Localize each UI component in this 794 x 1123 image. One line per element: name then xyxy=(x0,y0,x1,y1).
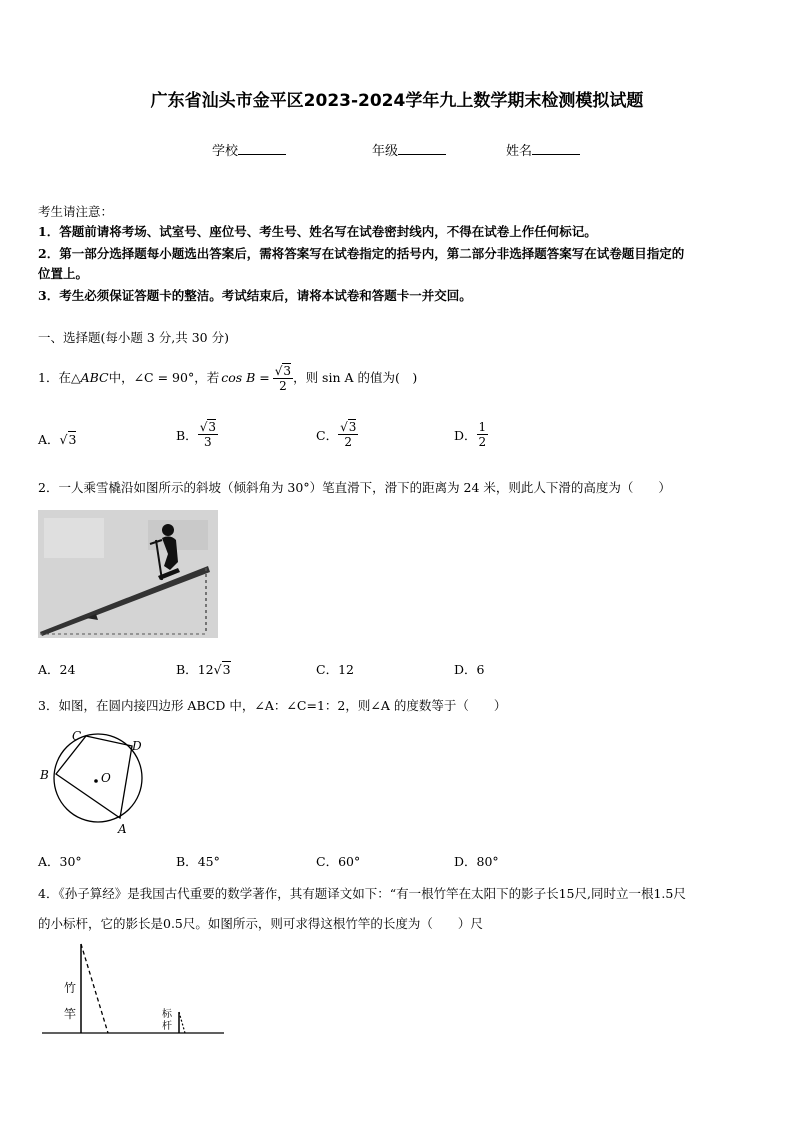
option-denominator: 3 xyxy=(204,435,212,449)
option-value: 30° xyxy=(59,854,82,869)
q1-fraction: $\frac{√3}{2}$ xyxy=(274,363,292,393)
q1-option-a[interactable]: A． √3 xyxy=(38,431,77,447)
section-heading: 一、选择题(每小题 3 分,共 30 分) xyxy=(38,330,229,345)
option-label: D． xyxy=(454,427,477,443)
bamboo-label-2: 竿 xyxy=(64,1007,77,1021)
label-d: D xyxy=(132,739,142,753)
q2-option-c[interactable] xyxy=(316,660,354,678)
grade-field xyxy=(372,140,446,159)
option-numerator: 3 xyxy=(348,420,357,434)
option-label: A． xyxy=(38,854,60,869)
option-value: 24 xyxy=(59,662,76,677)
question-1 xyxy=(38,358,417,398)
q1-prefix: 1．在 xyxy=(38,370,71,385)
option-numerator: 1 xyxy=(478,420,487,434)
option-label: D． xyxy=(454,854,477,869)
q1-option-d[interactable] xyxy=(454,420,488,449)
inscribed-quadrilateral-diagram xyxy=(36,726,146,838)
option-denominator: 2 xyxy=(344,435,353,449)
skier-slope-image xyxy=(38,510,218,638)
q2-option-a[interactable] xyxy=(38,660,75,678)
q1-triangle: △ABC xyxy=(70,370,109,385)
question-4-line-2: 的小标杆，它的影长是0.5尺。如图所示，则可求得这根竹竿的长度为（ ）尺 xyxy=(38,916,483,931)
option-numerator: 3 xyxy=(208,420,216,434)
name-label: 姓名 xyxy=(506,144,533,159)
pole-label-2: 杆 xyxy=(162,1021,172,1032)
question-3: 3．如图，在圆内接四边形 ABCD 中，∠A：∠C=1：2，则∠A 的度数等于（ ） xyxy=(38,698,507,713)
option-radicand: 3 xyxy=(222,662,231,677)
label-c: C xyxy=(72,729,82,743)
question-2: 2．一人乘雪橇沿如图所示的斜坡（倾斜角为 30°）笔直滑下，滑下的距离为 24 米，则此人下滑的高度为（ ） xyxy=(38,480,671,495)
name-blank[interactable] xyxy=(532,142,580,155)
option-label: B． xyxy=(176,662,198,677)
q3-option-d[interactable] xyxy=(454,852,499,870)
option-label: B． xyxy=(176,854,198,869)
label-b: B xyxy=(40,768,49,782)
option-label: B． xyxy=(176,427,198,443)
label-a: A xyxy=(118,822,127,836)
school-label: 学校 xyxy=(212,144,239,159)
option-value: 60° xyxy=(338,854,361,869)
grade-label: 年级 xyxy=(372,144,399,159)
option-label: C． xyxy=(316,427,339,443)
notice-item-2-cont: 位置上。 xyxy=(38,266,89,281)
option-label: D． xyxy=(454,662,477,677)
notice-heading: 考生请注意： xyxy=(38,204,114,219)
q1-option-c[interactable]: C． $\frac{√3}{2}$ xyxy=(316,420,357,449)
school-blank[interactable] xyxy=(238,142,286,155)
option-value: 45° xyxy=(197,854,220,869)
option-radicand: 3 xyxy=(68,431,77,447)
option-value: 12 xyxy=(338,662,354,677)
q3-option-a[interactable] xyxy=(38,852,82,870)
grade-blank[interactable] xyxy=(398,142,446,155)
q1-frac-num: 3 xyxy=(283,363,292,378)
q1-suffix: ，则 sin A 的值为( ) xyxy=(293,370,418,385)
notice-item-2: 2．第一部分选择题每小题选出答案后，需将答案写在试卷指定的括号内，第二部分非选择题答案写在试卷题目指定的 xyxy=(38,246,685,261)
option-label: C． xyxy=(316,662,339,677)
q2-option-d[interactable] xyxy=(454,660,484,678)
page-title: 广东省汕头市金平区2023-2024学年九上数学期末检测模拟试题 xyxy=(150,91,644,111)
q1-cos: cos B = xyxy=(221,370,270,385)
school-field xyxy=(212,140,286,159)
q2-option-b[interactable]: B．12√3 xyxy=(176,662,231,677)
q3-option-b[interactable] xyxy=(176,852,220,870)
q3-option-c[interactable] xyxy=(316,852,360,870)
bamboo-shadow-diagram xyxy=(38,940,228,1040)
option-denominator: 2 xyxy=(478,435,487,449)
q1-mid: 中，∠C = 90°，若 xyxy=(108,370,220,385)
option-label: A． xyxy=(38,662,60,677)
question-4-line-1: 4．《孙子算经》是我国古代重要的数学著作，其有题译文如下：“有一根竹竿在太阳下的影子长15尺,同时立一根1.5尺 xyxy=(38,886,686,901)
pole-label-1: 标 xyxy=(162,1009,172,1020)
option-label: A． xyxy=(38,432,60,447)
name-field xyxy=(506,140,580,159)
bamboo-label-1: 竹 xyxy=(64,981,77,995)
q1-frac-den: 2 xyxy=(279,378,287,393)
notice-item-3: 3．考生必须保证答题卡的整洁。考试结束后，请将本试卷和答题卡一并交回。 xyxy=(38,288,472,303)
label-o: O xyxy=(101,771,111,785)
option-value: 80° xyxy=(476,854,499,869)
notice-item-1: 1．答题前请将考场、试室号、座位号、考生号、姓名写在试卷密封线内，不得在试卷上作任何标记。 xyxy=(38,224,597,239)
q1-option-b[interactable]: B． $\frac{√3}{3}$ xyxy=(176,420,216,449)
option-value: 6 xyxy=(476,662,485,677)
option-value: 12 xyxy=(197,662,214,677)
option-label: C． xyxy=(316,854,339,869)
